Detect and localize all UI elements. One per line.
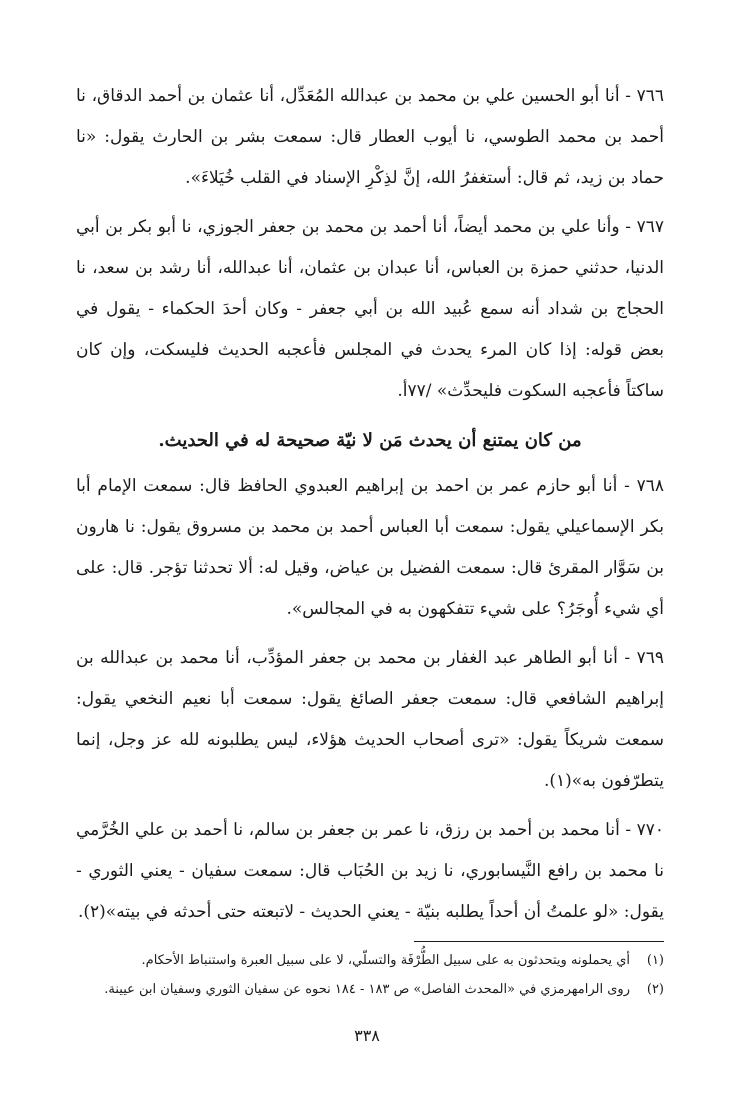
- footnote-2-text: روى الرامهرمزي في «المحدث الفاصل» ص ١٨٣ - ١٨٤ نحوه عن سفيان الثوري وسفيان ابن عيينة.: [104, 982, 630, 997]
- page-number: ٣٣٨: [354, 1026, 380, 1045]
- hadith-766: ٧٦٦ - أنا أبو الحسين علي بن محمد بن عبدالله المُعَدِّل، أنا عثمان بن أحمد الدقاق، نا أحمد بن محمد الطوسي، نا أيوب العطار قال: سمعت بشر بن الحارث يقول: «نا حماد بن زيد، ثم قال: أستغفرُ الله، إنَّ لذِكْرِ الإسناد في القلب خُيَلاءَ».: [76, 86, 664, 188]
- footnote-divider: [414, 941, 664, 942]
- footnote-2: [76, 977, 664, 1002]
- hadith-769: ٧٦٩ - أنا أبو الطاهر عبد الغفار بن محمد بن جعفر المؤدِّب، أنا محمد بن عبدالله بن إبراهيم الشافعي قال: سمعت جعفر الصائغ يقول: سمعت أبا نعيم النخعي يقول: سمعت شريكاً يقول: «ترى أصحاب الحديث هؤلاء، ليس يطلبونه لله عز وجل، إنما يتطرّفون به»(١).: [76, 648, 664, 791]
- footnote-1-number: (١): [646, 953, 664, 968]
- hadith-770: ٧٧٠ - أنا محمد بن أحمد بن رزق، نا عمر بن جعفر بن سالم، نا أحمد بن علي الخُرَّمي نا محمد بن رافع النَّيسابوري، نا زيد بن الحُبَاب قال: سمعت سفيان - يعني الثوري - يقول: «لو علمتُ أن أحداً يطلبه بنيّة - يعني الحديث - لاتبعته حتى أحدثه في بيته»(٢).: [76, 820, 664, 922]
- hadith-768: ٧٦٨ - أنا أبو حازم عمر بن احمد بن إبراهيم العبدوي الحافظ قال: سمعت الإمام أبا بكر الإسماعيلي يقول: سمعت أبا العباس أحمد بن محمد بن مسروق يقول: نا هارون بن سَوَّار المقرئ قال: سمعت الفضيل بن عياض، وقيل له: ألا تحدثنا تؤجر. قال: على أي شيء أُوجَرُ؟ على شيء تتفكهون به في المجالس».: [76, 476, 664, 619]
- page-body: [76, 76, 664, 1006]
- footnote-1: [76, 948, 664, 973]
- section-heading: من كان يمتنع أن يحدث مَن لا نيّة صحيحة له في الحديث.: [158, 430, 582, 451]
- footnote-2-number: (٢): [646, 982, 664, 997]
- hadith-767: ٧٦٧ - وأنا علي بن محمد أيضاً، أنا أحمد بن محمد بن جعفر الجوزي، نا أبو بكر بن أبي الدنيا، حدثني حمزة بن العباس، أنا عبدان بن عثمان، أنا عبدالله، أنا رشد بن سعد، نا الحجاج بن شداد أنه سمع عُبيد الله بن أبي جعفر - وكان أحدَ الحكماء - يقول في بعض قوله: إذا كان المرء يحدث في المجلس فأعجبه الحديث فليسكت، وإن كان ساكتاً فأعجبه السكوت فليحدِّث» /٧٧أ.: [76, 217, 664, 401]
- footnote-1-text: أي يحملونه ويتحدثون به على سبيل الطُّرْفَة والتسلّي، لا على سبيل العبرة واستنباط الأحكام.: [141, 953, 630, 968]
